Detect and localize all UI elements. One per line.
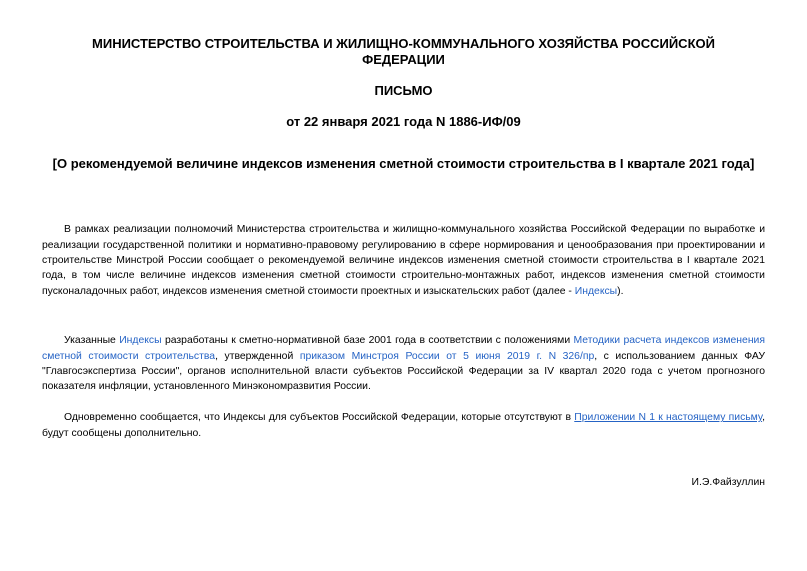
paragraph-3-text-a: Одновременно сообщается, что Индексы для субъектов Российской Федерации, которые отсутствуют в [64,412,575,424]
paragraph-2-text-c: , утвержденной [215,350,300,362]
paragraph-1-text-a: В рамках реализации полномочий Министерства строительства и жилищно-коммунального хозяйства Российской Федерации по выработке и реализации государственной политики и нормативно-правовому регулированию в сфере нормирования и ценообразования при проектировании и строительстве Минстрой России сообщает о рекомендуемой величине индексов изменения сметной стоимости строительства в I квартале 2021 года, в том числе величине индексов изменения сметной стоимости строительно-монтажных работ, индексов изменения сметной стоимости пусконаладочных работ, индексов изменения сметной стоимости проектных и изыскательских работ (далее - [42,224,765,297]
paragraph-3-text-b: , будут сообщены дополнительно. [42,412,765,439]
signature: И.Э.Файзуллин [691,477,765,488]
paragraph-2-text-a: Указанные [64,335,120,347]
paragraph-2-text-d: , с использованием данных ФАУ "Главгосэкспертиза России", органов исполнительной власти субъектов Российской Федерации за IV квартал 2020 года с учетом прогнозного показателя инфляции, установленного Минэкономразвития России. [42,350,765,393]
link-methodology[interactable]: Методики расчета индексов изменения сметной стоимости строительства [42,335,765,362]
paragraph-2-text-b: разработаны к сметно-нормативной базе 2001 года в соответствии с положениями [161,335,574,347]
paragraph-1 [42,222,765,298]
document-type-heading: ПИСЬМО [374,83,433,98]
paragraph-2 [42,333,765,394]
paragraph-3 [42,410,765,441]
date-number-heading: от 22 января 2021 года N 1886-ИФ/09 [286,114,521,129]
link-order[interactable]: приказом Минстроя России от 5 июня 2019 г. N 326/пр [299,350,595,362]
ministry-heading: МИНИСТЕРСТВО СТРОИТЕЛЬСТВА И ЖИЛИЩНО-КОММУНАЛЬНОГО ХОЗЯЙСТВА РОССИЙСКОЙ ФЕДЕРАЦИИ [92,36,715,67]
paragraph-1-text-b: ). [617,285,624,297]
link-appendix[interactable]: Приложении N 1 к настоящему письму [574,412,763,424]
subject-heading: [О рекомендуемой величине индексов изменения сметной стоимости строительства в I квартале 2021 года] [52,156,755,171]
link-indexes-2[interactable]: Индексы [119,335,162,347]
link-indexes[interactable]: Индексы [574,285,618,297]
